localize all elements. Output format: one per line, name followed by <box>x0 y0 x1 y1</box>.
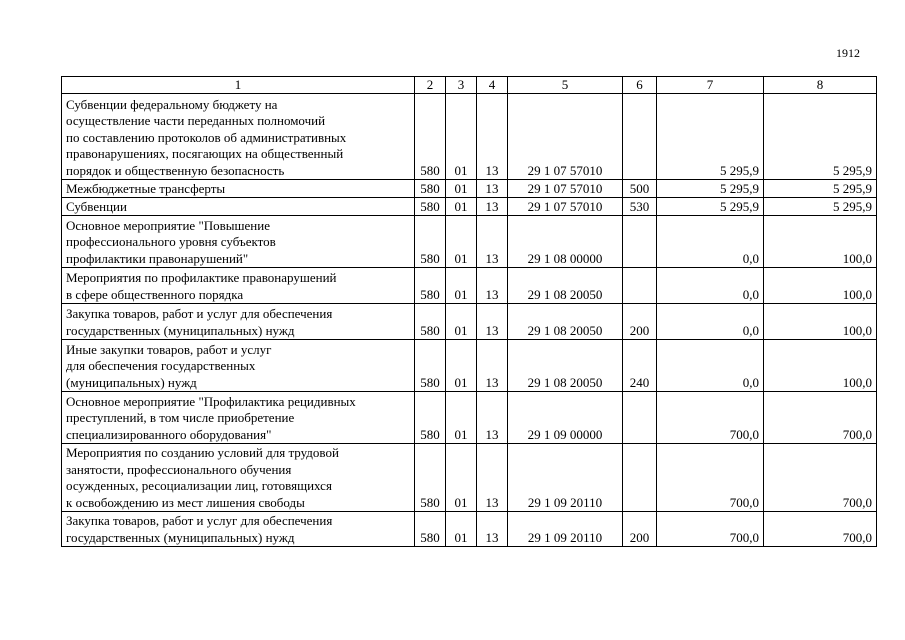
item-name-line: для обеспечения государственных <box>66 358 256 373</box>
item-name-line: Субвенции <box>66 198 127 214</box>
cell-amount-year-2: 5 295,9 <box>764 180 877 198</box>
cell-amount-year-2: 100,0 <box>764 304 877 340</box>
cell-amount-year-1: 0,0 <box>657 304 764 340</box>
item-name-line: Мероприятия по профилактике правонарушений <box>66 270 337 285</box>
item-name-line: занятости, профессионального обучения <box>66 461 292 477</box>
cell-admin-code: 580 <box>415 268 446 304</box>
column-header-7: 7 <box>657 77 764 94</box>
cell-amount-year-2: 700,0 <box>764 392 877 444</box>
cell-target-article: 29 1 08 20050 <box>508 268 623 304</box>
table-row <box>62 512 877 547</box>
cell-subsection: 13 <box>477 444 508 512</box>
cell-amount-year-1: 700,0 <box>657 392 764 444</box>
cell-item-name <box>62 444 415 512</box>
cell-subsection: 13 <box>477 304 508 340</box>
cell-expense-type: 240 <box>623 340 657 392</box>
cell-section: 01 <box>446 216 477 268</box>
item-name-line: государственных (муниципальных) нужд <box>66 322 295 338</box>
cell-expense-type <box>623 94 657 180</box>
item-name-line: профессионального уровня субъектов <box>66 234 276 249</box>
cell-target-article: 29 1 08 20050 <box>508 304 623 340</box>
cell-section: 01 <box>446 304 477 340</box>
cell-amount-year-2: 100,0 <box>764 268 877 304</box>
item-name-line: Субвенции федеральному бюджету на <box>66 96 278 112</box>
item-name-line: Иные закупки товаров, работ и услуг <box>66 341 272 357</box>
cell-admin-code: 580 <box>415 512 446 547</box>
cell-section: 01 <box>446 268 477 304</box>
cell-admin-code: 580 <box>415 304 446 340</box>
cell-amount-year-2: 700,0 <box>764 444 877 512</box>
cell-admin-code: 580 <box>415 94 446 180</box>
cell-item-name <box>62 268 415 304</box>
column-header-5: 5 <box>508 77 623 94</box>
cell-amount-year-2: 5 295,9 <box>764 198 877 216</box>
cell-item-name <box>62 94 415 180</box>
cell-expense-type: 500 <box>623 180 657 198</box>
item-name-line: правонарушениях, посягающих на общественный <box>66 146 344 161</box>
table-row <box>62 216 877 268</box>
cell-amount-year-2: 5 295,9 <box>764 94 877 180</box>
cell-admin-code: 580 <box>415 216 446 268</box>
cell-amount-year-1: 700,0 <box>657 512 764 547</box>
cell-admin-code: 580 <box>415 340 446 392</box>
cell-target-article: 29 1 09 00000 <box>508 392 623 444</box>
cell-subsection: 13 <box>477 198 508 216</box>
cell-target-article: 29 1 07 57010 <box>508 180 623 198</box>
table-header-row <box>62 77 877 94</box>
table-row <box>62 304 877 340</box>
cell-amount-year-1: 5 295,9 <box>657 94 764 180</box>
item-name-line: Основное мероприятие "Повышение <box>66 217 270 233</box>
cell-target-article: 29 1 07 57010 <box>508 94 623 180</box>
column-header-1: 1 <box>62 77 415 94</box>
item-name-line: по составлению протоколов об административных <box>66 129 347 145</box>
cell-section: 01 <box>446 512 477 547</box>
cell-subsection: 13 <box>477 392 508 444</box>
cell-target-article: 29 1 08 20050 <box>508 340 623 392</box>
cell-expense-type: 200 <box>623 304 657 340</box>
cell-expense-type <box>623 444 657 512</box>
cell-section: 01 <box>446 180 477 198</box>
cell-section: 01 <box>446 198 477 216</box>
item-name-line: Закупка товаров, работ и услуг для обеспечения <box>66 306 333 321</box>
cell-amount-year-2: 700,0 <box>764 512 877 547</box>
cell-section: 01 <box>446 94 477 180</box>
column-header-2: 2 <box>415 77 446 94</box>
cell-expense-type: 530 <box>623 198 657 216</box>
table-row <box>62 198 877 216</box>
item-name-line: государственных (муниципальных) нужд <box>66 529 295 545</box>
cell-amount-year-2: 100,0 <box>764 340 877 392</box>
column-header-6: 6 <box>623 77 657 94</box>
item-name-line: Межбюджетные трансферты <box>66 180 226 196</box>
cell-expense-type <box>623 392 657 444</box>
cell-target-article: 29 1 07 57010 <box>508 198 623 216</box>
column-header-8: 8 <box>764 77 877 94</box>
cell-item-name <box>62 216 415 268</box>
table-row <box>62 94 877 180</box>
item-name-line: в сфере общественного порядка <box>66 286 244 302</box>
cell-amount-year-2: 100,0 <box>764 216 877 268</box>
cell-target-article: 29 1 08 00000 <box>508 216 623 268</box>
column-header-4: 4 <box>477 77 508 94</box>
table-row <box>62 444 877 512</box>
cell-item-name <box>62 340 415 392</box>
item-name-line: Мероприятия по созданию условий для трудовой <box>66 445 339 460</box>
cell-admin-code: 580 <box>415 180 446 198</box>
cell-subsection: 13 <box>477 268 508 304</box>
cell-amount-year-1: 5 295,9 <box>657 198 764 216</box>
cell-target-article: 29 1 09 20110 <box>508 444 623 512</box>
cell-item-name <box>62 304 415 340</box>
cell-item-name <box>62 512 415 547</box>
cell-admin-code: 580 <box>415 198 446 216</box>
cell-expense-type: 200 <box>623 512 657 547</box>
budget-table <box>61 76 877 547</box>
table-row <box>62 180 877 198</box>
cell-amount-year-1: 5 295,9 <box>657 180 764 198</box>
item-name-line: преступлений, в том числе приобретение <box>66 410 295 425</box>
item-name-line: (муниципальных) нужд <box>66 374 197 390</box>
item-name-line: Основное мероприятие "Профилактика рецидивных <box>66 393 356 409</box>
table-row <box>62 268 877 304</box>
item-name-line: профилактики правонарушений" <box>66 250 249 266</box>
cell-subsection: 13 <box>477 512 508 547</box>
column-header-3: 3 <box>446 77 477 94</box>
item-name-line: осуществление части переданных полномочий <box>66 113 326 128</box>
cell-section: 01 <box>446 392 477 444</box>
table-row <box>62 392 877 444</box>
cell-admin-code: 580 <box>415 392 446 444</box>
item-name-line: специализированного оборудования" <box>66 426 272 442</box>
cell-amount-year-1: 0,0 <box>657 268 764 304</box>
cell-item-name <box>62 180 415 198</box>
item-name-line: Закупка товаров, работ и услуг для обеспечения <box>66 513 333 528</box>
page-number: 1912 <box>836 46 860 60</box>
cell-expense-type <box>623 216 657 268</box>
cell-amount-year-1: 0,0 <box>657 340 764 392</box>
cell-section: 01 <box>446 340 477 392</box>
cell-section: 01 <box>446 444 477 512</box>
cell-item-name <box>62 392 415 444</box>
cell-admin-code: 580 <box>415 444 446 512</box>
item-name-line: порядок и общественную безопасность <box>66 162 285 178</box>
cell-subsection: 13 <box>477 340 508 392</box>
item-name-line: к освобождению из мест лишения свободы <box>66 494 305 510</box>
cell-target-article: 29 1 09 20110 <box>508 512 623 547</box>
cell-amount-year-1: 700,0 <box>657 444 764 512</box>
cell-item-name <box>62 198 415 216</box>
item-name-line: осужденных, ресоциализации лиц, готовящихся <box>66 478 332 493</box>
cell-amount-year-1: 0,0 <box>657 216 764 268</box>
table-row <box>62 340 877 392</box>
cell-subsection: 13 <box>477 94 508 180</box>
cell-subsection: 13 <box>477 180 508 198</box>
cell-expense-type <box>623 268 657 304</box>
cell-subsection: 13 <box>477 216 508 268</box>
